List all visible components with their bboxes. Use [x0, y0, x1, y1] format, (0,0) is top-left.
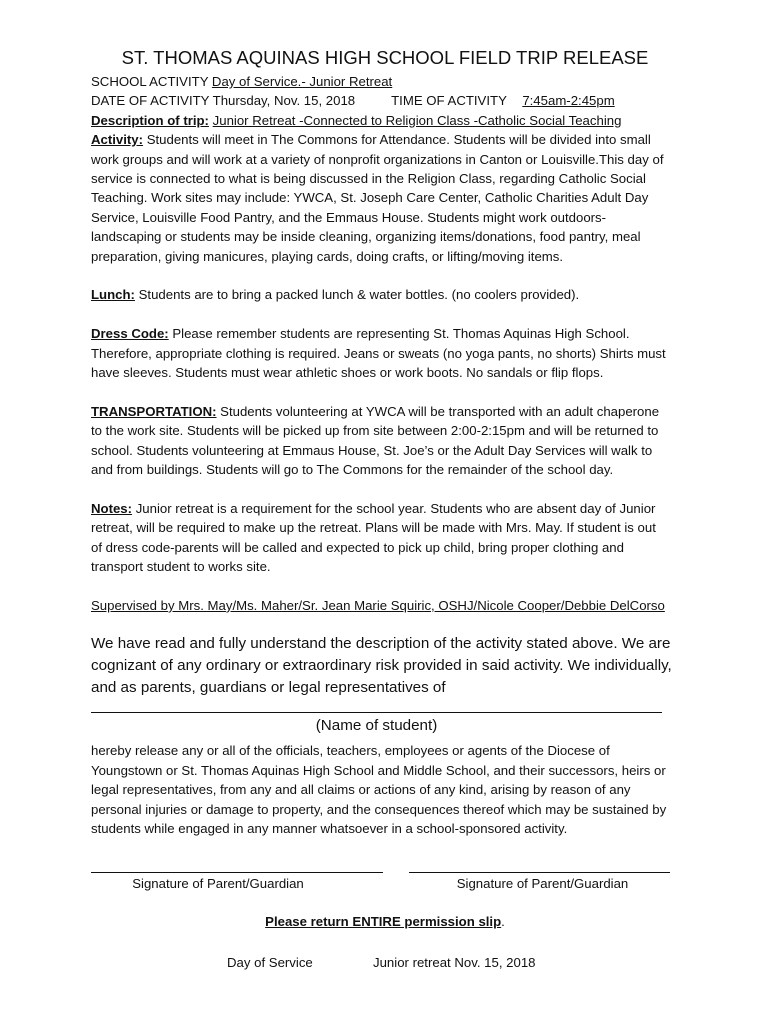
date-value: Thursday, Nov. 15, 2018	[212, 93, 356, 109]
student-name-line[interactable]	[91, 712, 662, 713]
lunch-paragraph: Lunch: Students are to bring a packed lunch & water bottles. (no coolers provided).	[91, 287, 580, 303]
activity-label: Activity:	[91, 132, 144, 148]
time-value: 7:45am-2:45pm	[522, 93, 615, 109]
date-time-line	[91, 91, 703, 110]
signature-label-1: Signature of Parent/Guardian	[132, 876, 304, 891]
description-label: Description of trip:	[91, 112, 209, 128]
school-activity-line	[91, 72, 703, 91]
signature-line-2[interactable]	[409, 872, 670, 873]
signature-label-2: Signature of Parent/Guardian	[456, 876, 629, 891]
transportation-label: TRANSPORTATION:	[91, 403, 217, 419]
lunch-label: Lunch:	[91, 287, 135, 303]
return-instruction: Please return ENTIRE permission slip.	[265, 914, 505, 929]
hereby-release-paragraph: hereby release any or all of the officials, teachers, employees or agents of the Diocese of Youngstown or St. Thomas Aquinas High School and Middle School, and their successors, heirs or legal representatives, from any and all claims or actions of any kind, arising by reason of any personal injuries or damage to property, and the consequences thereof which may be sustained by students while engaged in any manner whatsoever in a school-sponsored activity.	[91, 743, 667, 837]
transportation-paragraph: TRANSPORTATION: Students volunteering at YWCA will be transported with an adult chaperone to the work site. Students will be picked up from site between 2:00-2:15pm and will be returned to school. Students volunteering at Emmaus House, St. Joe’s or the Adult Day Services will walk to and from buildings. Students will go to The Commons for the remainder of the school day.	[91, 403, 660, 478]
description-value: Junior Retreat -Connected to Religion Class -Catholic Social Teaching	[212, 112, 622, 128]
student-name-label: (Name of student)	[315, 717, 438, 734]
school-activity-label: SCHOOL ACTIVITY	[91, 74, 212, 89]
signature-line-1[interactable]	[91, 872, 383, 873]
footer-right: Junior retreat Nov. 15, 2018	[373, 955, 536, 970]
date-label: DATE OF ACTIVITY	[91, 93, 213, 109]
supervised-by-line: Supervised by Mrs. May/Ms. Maher/Sr. Jean Marie Squiric, OSHJ/Nicole Cooper/Debbie DelCorso	[91, 597, 665, 613]
notes-paragraph: Notes: Junior retreat is a requirement for the school year. Students who are absent day of Junior retreat, will be required to make up the retreat. Plans will be made with Mrs. May. If student is out of dress code-parents will be called and expected to pick up child, bring proper clothing and transport student to works site.	[91, 500, 656, 575]
dress-code-label: Dress Code:	[91, 326, 169, 342]
dress-code-paragraph: Dress Code: Please remember students are representing St. Thomas Aquinas High School. Therefore, appropriate clothing is required. Jeans or sweats (no yoga pants, no shorts) Shirts must have sleeves. Students must wear athletic shoes or work boots. No sandals or flip flops.	[91, 326, 666, 381]
school-activity-value: Day of Service.- Junior Retreat	[211, 74, 393, 89]
time-label: TIME OF ACTIVITY	[391, 93, 511, 109]
trip-details	[91, 72, 703, 615]
document-title: ST. THOMAS AQUINAS HIGH SCHOOL FIELD TRIP RELEASE	[121, 47, 649, 68]
description-line	[91, 111, 703, 130]
notes-label: Notes:	[91, 500, 133, 516]
release-statement: We have read and fully understand the description of the activity stated above. We are cognizant of any ordinary or extraordinary risk provided in said activity. We individually, and as parents, guardians or legal representatives of	[91, 635, 672, 696]
footer-left: Day of Service	[227, 955, 313, 970]
activity-paragraph: Activity: Students will meet in The Commons for Attendance. Students will be divided into small work groups and will work at a variety of nonprofit organizations in Canton or Louisville.This day of service is connected to what is being discussed in the Religion Class, regarding Catholic Social Teaching. Work sites may include: YWCA, St. Joseph Care Center, Catholic Charities Adult Day Service, Louisville Food Pantry, and the Emmaus House. Students might work outdoors- landscaping or students may be inside cleaning, organizing items/donations, food pantry, meal preparation, giving manicures, playing cards, doing crafts, or lifting/moving items.	[91, 132, 664, 264]
